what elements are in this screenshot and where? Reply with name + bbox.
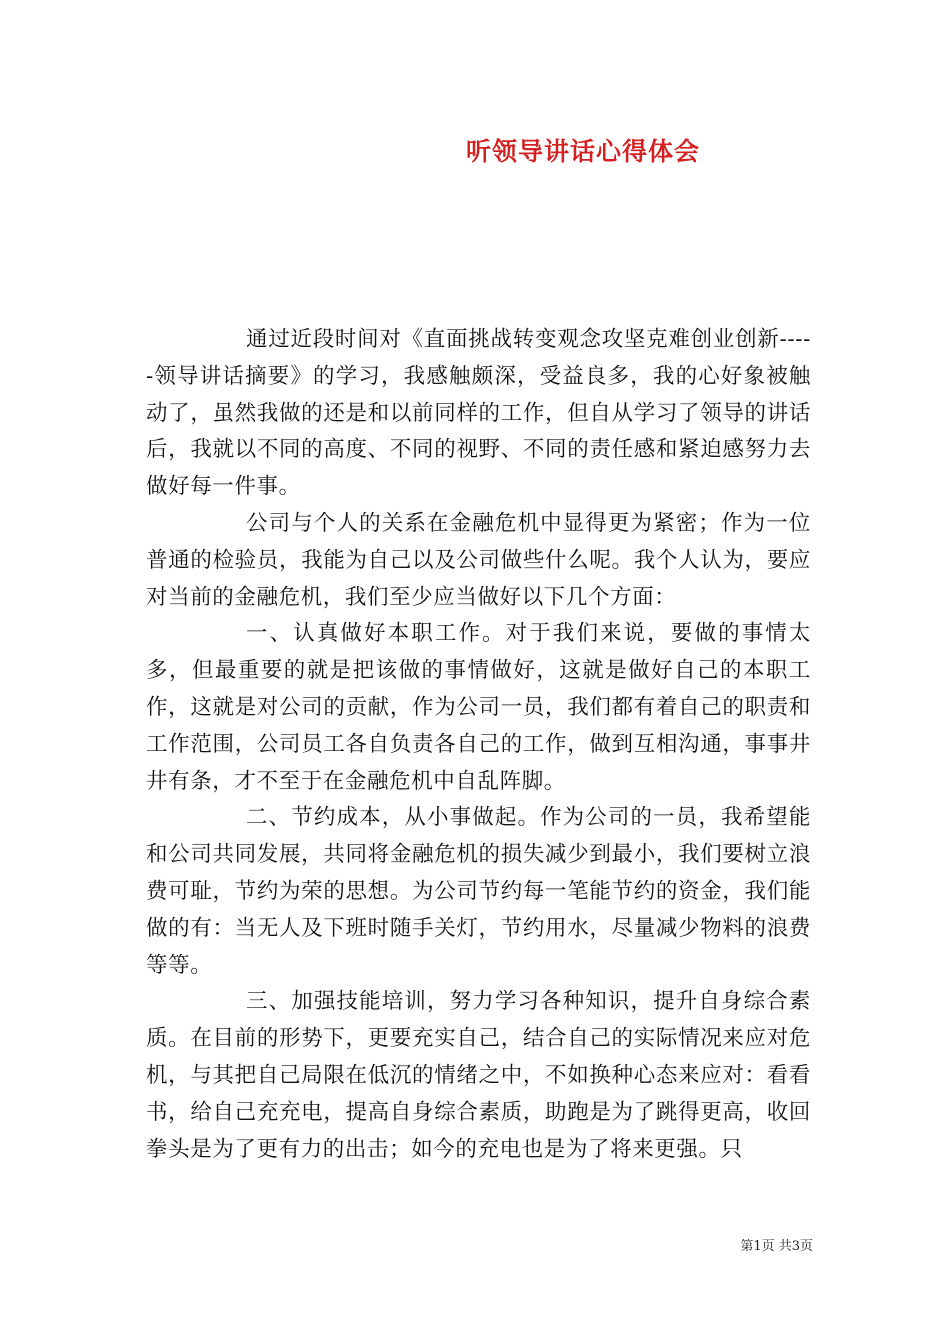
paragraph-3: 一、认真做好本职工作。对于我们来说，要做的事情太多，但最重要的就是把该做的事情做好，这就是做好自己的本职工作，这就是对公司的贡献，作为公司一员，我们都有着自己的职责和工作范围，公司员工各自负责各自己的工作，做到互相沟通，事事井井有条，才不至于在金融危机中自乱阵脚。 — [146, 621, 811, 794]
document-body — [146, 322, 811, 1168]
paragraph-4: 二、节约成本，从小事做起。作为公司的一员，我希望能和公司共同发展，共同将金融危机的损失减少到最小，我们要树立浪费可耻，节约为荣的思想。为公司节约每一笔能节约的资金，我们能做的有：当无人及下班时随手关灯，节约用水，尽量减少物料的浪费等等。 — [146, 805, 811, 978]
page-number-footer: 第1页 共3页 — [740, 1239, 813, 1254]
paragraph-2: 公司与个人的关系在金融危机中显得更为紧密；作为一位普通的检验员，我能为自己以及公司做些什么呢。我个人认为，要应对当前的金融危机，我们至少应当做好以下几个方面： — [146, 510, 811, 610]
paragraph-1: 通过近段时间对《直面挑战转变观念攻坚克难创业创新-----领导讲话摘要》的学习，我感触颇深，受益良多，我的心好象被触动了，虽然我做的还是和以前同样的工作，但自从学习了领导的讲话后，我就以不同的高度、不同的视野、不同的责任感和紧迫感努力去做好每一件事。 — [146, 327, 811, 500]
paragraph-5: 三、加强技能培训，努力学习各种知识，提升自身综合素质。在目前的形势下，更要充实自己，结合自己的实际情况来应对危机，与其把自己局限在低沉的情绪之中，不如换种心态来应对：看看书，给自己充充电，提高自身综合素质，助跑是为了跳得更高，收回拳头是为了更有力的出击；如今的充电也是为了将来更强。只 — [146, 989, 811, 1162]
document-title: 听领导讲话心得体会 — [465, 137, 700, 166]
